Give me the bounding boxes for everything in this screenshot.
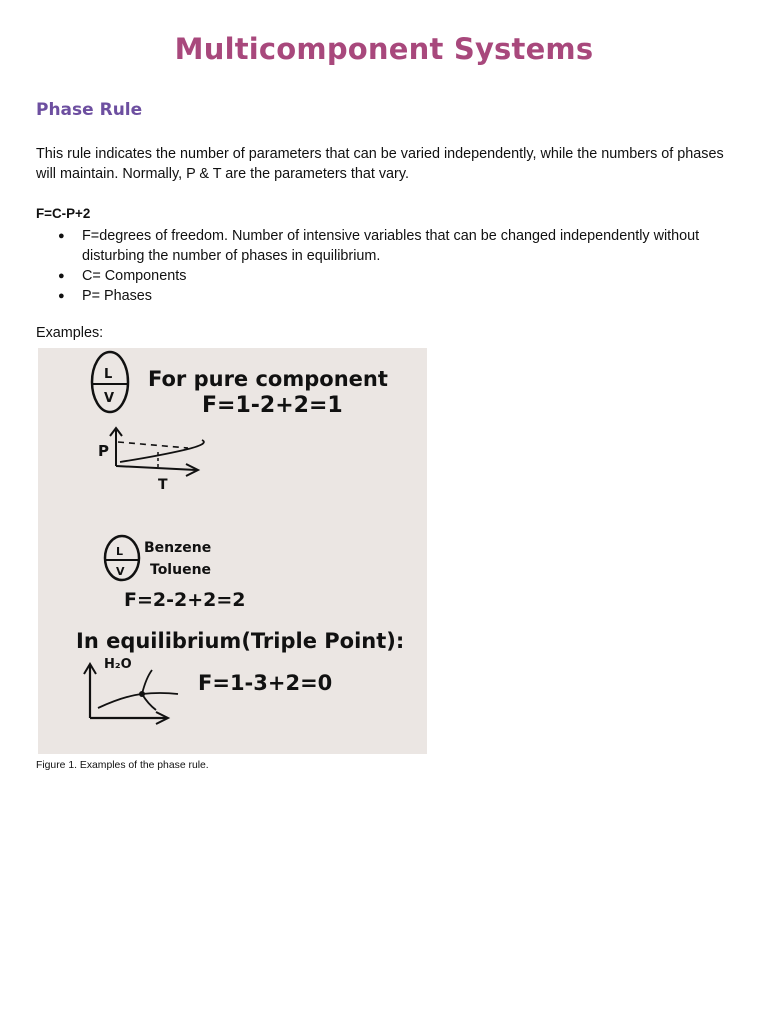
triple-point-equation: F=1-3+2=0 (198, 671, 333, 695)
figure-caption: Figure 1. Examples of the phase rule. (36, 760, 209, 771)
phase-boundary-curve (142, 670, 152, 694)
pressure-axis-label: P (98, 442, 109, 460)
pure-component-equation: F=1-2+2=1 (202, 393, 343, 418)
section-heading: Phase Rule (36, 100, 143, 120)
benzene-label: Benzene (144, 540, 212, 556)
phase-boundary-curve (142, 694, 156, 710)
phase-label-liquid: L (116, 545, 124, 558)
water-label: H₂O (104, 657, 132, 672)
triple-point-heading: In equilibrium(Triple Point): (76, 629, 405, 653)
examples-figure (38, 348, 427, 754)
handwritten-notes-drawing (38, 348, 427, 754)
temperature-axis-label: T (158, 477, 168, 493)
definition-list (36, 226, 736, 306)
toluene-label: Toluene (150, 562, 212, 578)
temperature-axis (116, 466, 196, 470)
dashed-isobar (118, 442, 188, 448)
phase-boundary-curve (98, 693, 178, 708)
examples-label: Examples: (36, 325, 104, 341)
list-item: ● F=degrees of freedom. Number of intensive variables that can be changed independently without disturbing the number of phases in equilibrium. (36, 226, 736, 266)
phase-label-liquid: L (104, 367, 113, 382)
list-item: ● C= Components (36, 266, 736, 286)
phase-label-vapor: V (104, 391, 115, 406)
pure-component-label: For pure component (148, 367, 388, 391)
triple-point-marker (139, 691, 145, 697)
binary-equation: F=2-2+2=2 (124, 589, 246, 611)
page-title: Multicomponent Systems (174, 32, 594, 66)
phase-rule-formula: F=C-P+2 (36, 206, 91, 221)
list-item: ● P= Phases (36, 286, 736, 306)
phase-label-vapor: V (116, 565, 125, 578)
intro-paragraph: This rule indicates the number of parameters that can be varied independently, while the numbers of phases will maintain. Normally, P & T are the parameters that vary. (36, 146, 724, 182)
